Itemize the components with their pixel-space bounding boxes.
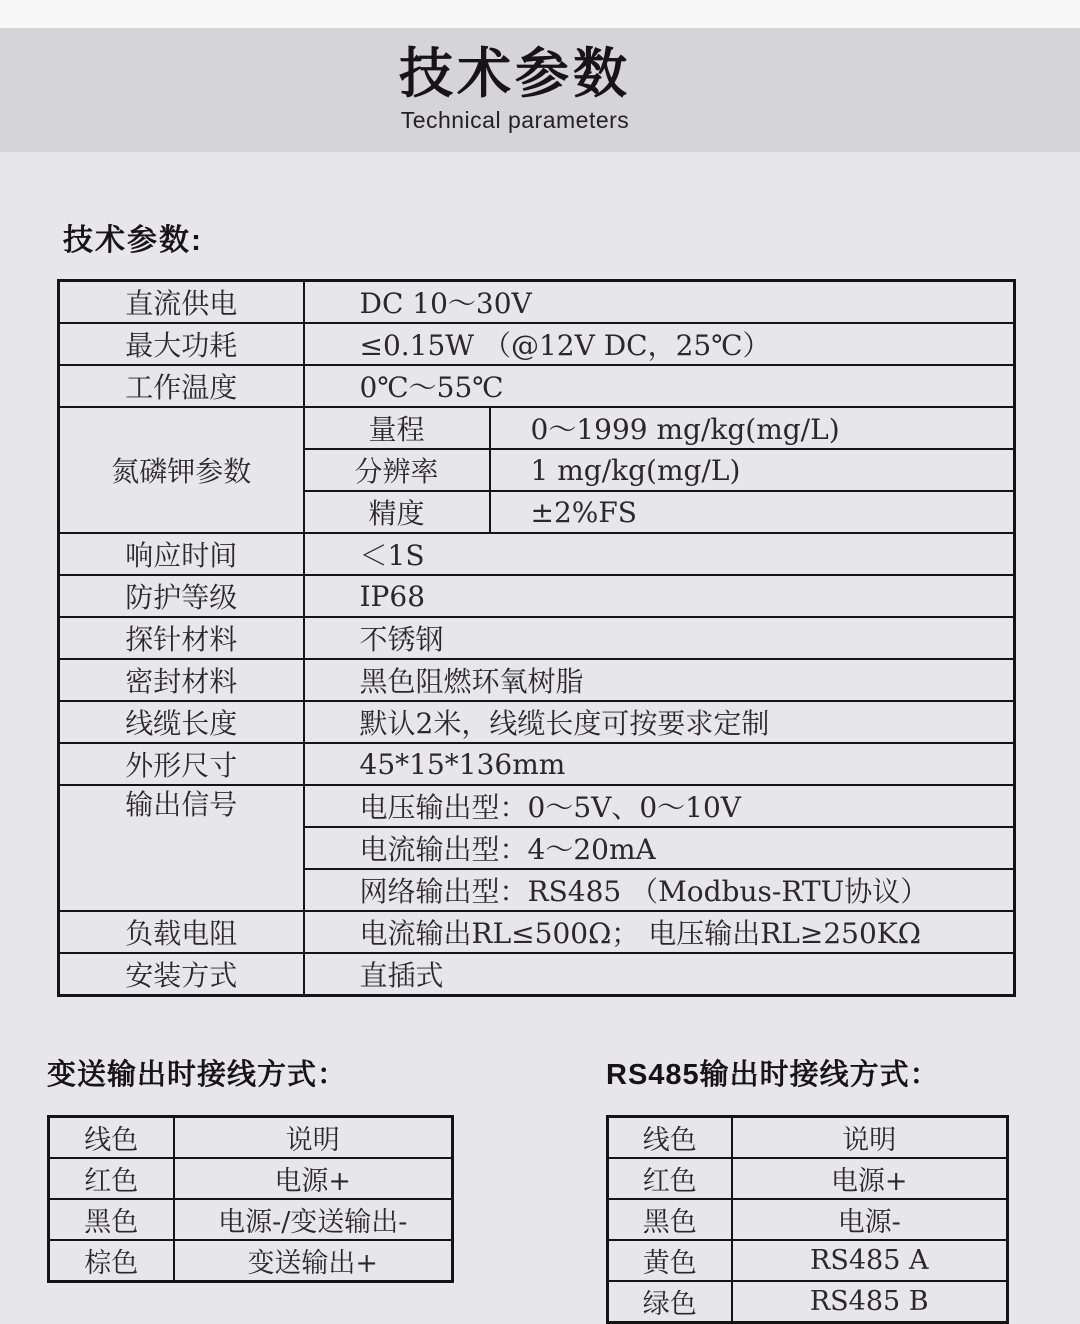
spec-value-cell: DC 10～30V [304,281,1015,324]
rs485-wiring-block [606,1057,1006,1324]
spec-subvalue-cell: 1 mg/kg(mg/L) [490,449,1015,491]
spec-label-cell: 直流供电 [59,281,304,324]
table-header-row [49,1117,453,1159]
spec-row-response-time [59,533,1015,575]
header-banner [0,28,1080,152]
table-row-brown-wire [49,1240,453,1282]
description-header: 说明 [174,1117,453,1159]
spec-table [57,279,1016,997]
wire-color-cell: 黑色 [49,1199,174,1240]
spec-value-cell: 不锈钢 [304,617,1015,659]
spec-row-dimensions [59,743,1015,785]
wire-color-cell: 黄色 [608,1240,732,1281]
spec-value-cell: 直插式 [304,953,1015,996]
spec-row-work-temp [59,365,1015,407]
spec-label-cell: 探针材料 [59,617,304,659]
spec-row-seal-material [59,659,1015,701]
spec-label-cell: 外形尺寸 [59,743,304,785]
wire-desc-cell: 电源-/变送输出- [174,1199,453,1240]
spec-value-cell: 电流输出型：4～20mA [304,827,1015,869]
wire-color-header: 线色 [608,1117,732,1159]
spec-value-cell: ≤0.15W （@12V DC，25℃） [304,323,1015,365]
spec-value-cell: 网络输出型：RS485 （Modbus-RTU协议） [304,869,1015,911]
spec-row-dc-power [59,281,1015,324]
spec-label-cell: 响应时间 [59,533,304,575]
wire-color-cell: 红色 [49,1158,174,1199]
spec-subvalue-cell: 0～1999 mg/kg(mg/L) [490,407,1015,449]
spec-value-cell: 0℃～55℃ [304,365,1015,407]
table-row-red-wire [608,1158,1008,1199]
spec-value-cell: 电压输出型：0～5V、0～10V [304,785,1015,827]
spec-label-cell: 密封材料 [59,659,304,701]
spec-value-cell: 黑色阻燃环氧树脂 [304,659,1015,701]
spec-value-cell: 电流输出RL≤500Ω； 电压输出RL≥250KΩ [304,911,1015,953]
header-banner-inner [0,45,1055,134]
rs485-wiring-table [606,1115,1009,1324]
spec-npk-group-label: 氮磷钾参数 [59,407,304,533]
spec-label-cell: 最大功耗 [59,323,304,365]
table-header-row [608,1117,1008,1159]
spec-row-cable-length [59,701,1015,743]
wire-desc-cell: 变送输出+ [174,1240,453,1282]
wire-color-cell: 绿色 [608,1281,732,1323]
wire-desc-cell: 电源+ [732,1158,1008,1199]
wire-desc-cell: RS485 A [732,1240,1008,1281]
spec-label-cell: 安装方式 [59,953,304,996]
wire-desc-cell: 电源+ [174,1158,453,1199]
spec-label-cell: 防护等级 [59,575,304,617]
table-row-green-wire [608,1281,1008,1323]
table-row-yellow-wire [608,1240,1008,1281]
spec-row-probe-material [59,617,1015,659]
rs485-wiring-title: RS485输出时接线方式： [606,1059,940,1091]
spec-value-cell: 默认2米，线缆长度可按要求定制 [304,701,1015,743]
wire-color-header: 线色 [49,1117,174,1159]
section-heading: 技术参数: [63,224,203,257]
spec-output-group-label: 输出信号 [59,785,304,911]
wiring-section [47,1057,1080,1324]
spec-subname-cell: 量程 [304,407,490,449]
spec-value-cell: ＜1S [304,533,1015,575]
spec-row-npk-range [59,407,1015,449]
wire-color-cell: 红色 [608,1158,732,1199]
wire-color-cell: 棕色 [49,1240,174,1282]
table-row-black-wire [608,1199,1008,1240]
spec-row-output-voltage [59,785,1015,827]
transmit-wiring-table [47,1115,454,1283]
transmit-wiring-block [47,1057,451,1283]
description-header: 说明 [732,1117,1008,1159]
transmit-wiring-title: 变送输出时接线方式： [47,1059,348,1091]
table-row-red-wire [49,1158,453,1199]
wire-desc-cell: 电源- [732,1199,1008,1240]
page-subtitle: Technical parameters [400,107,630,134]
wire-color-cell: 黑色 [608,1199,732,1240]
spec-subname-cell: 分辨率 [304,449,490,491]
spec-label-cell: 工作温度 [59,365,304,407]
table-row-black-wire [49,1199,453,1240]
spec-label-cell: 负载电阻 [59,911,304,953]
top-strip [0,0,1080,28]
spec-label-cell: 线缆长度 [59,701,304,743]
spec-row-install-method [59,953,1015,996]
wire-desc-cell: RS485 B [732,1281,1008,1323]
spec-row-protection-rating [59,575,1015,617]
spec-row-load-resistance [59,911,1015,953]
spec-subname-cell: 精度 [304,491,490,533]
spec-value-cell: IP68 [304,575,1015,617]
spec-value-cell: 45*15*136mm [304,743,1015,785]
spec-subvalue-cell: ±2%FS [490,491,1015,533]
spec-row-max-power [59,323,1015,365]
page-title: 技术参数 [399,44,631,104]
